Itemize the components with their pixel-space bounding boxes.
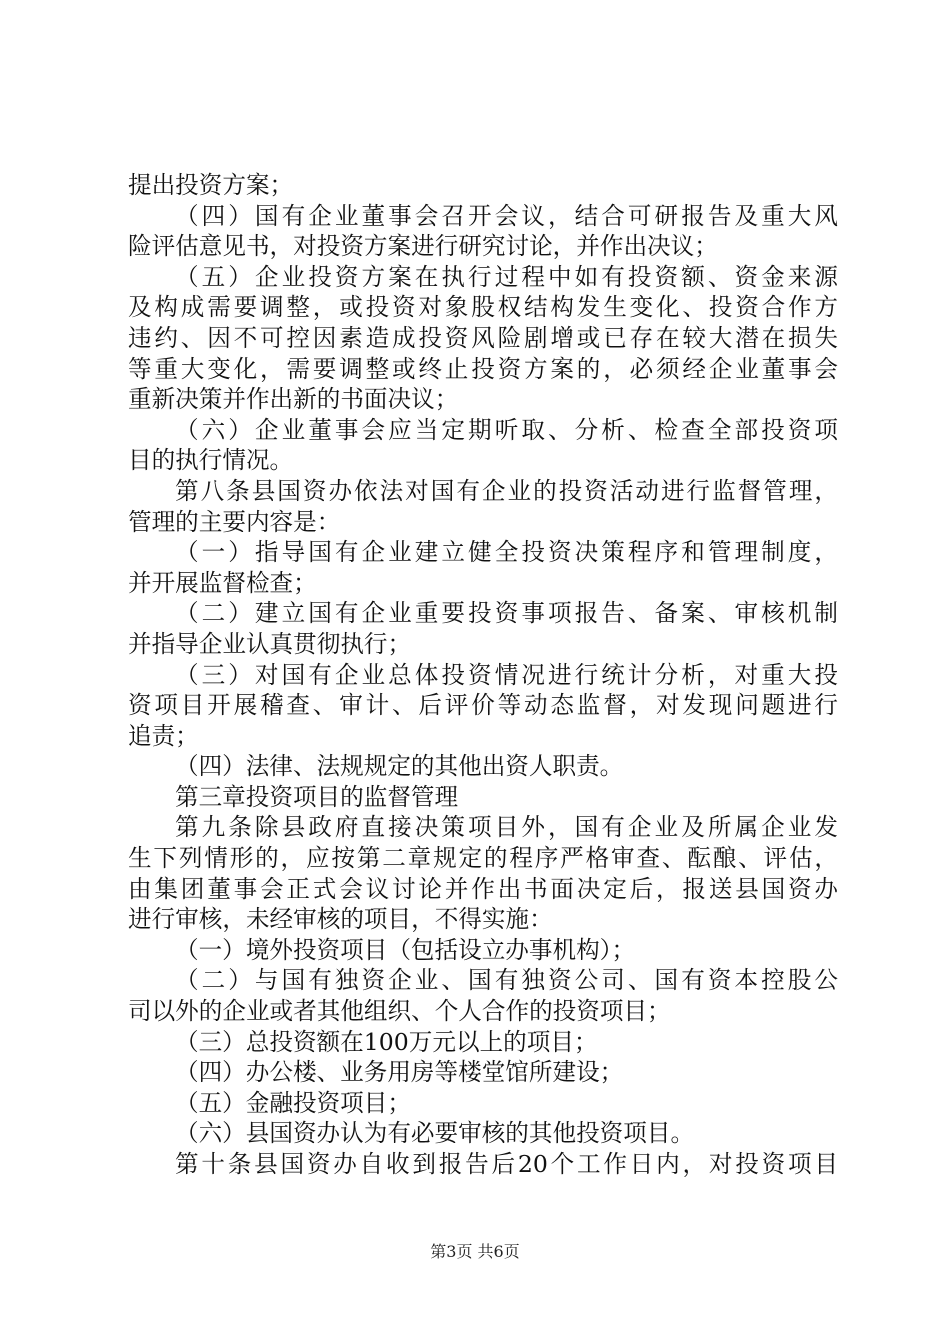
text-line: 等重大变化，需要调整或终止投资方案的，必须经企业董事会: [128, 354, 838, 383]
text-line: （三）总投资额在100万元以上的项目；: [175, 1027, 598, 1056]
text-line: 第十条县国资办自收到报告后20个工作日内，对投资项目: [175, 1150, 838, 1178]
text-line: （六）县国资办认为有必要审核的其他投资项目。: [175, 1119, 695, 1148]
text-line: （二）与国有独资企业、国有独资公司、国有资本控股公: [175, 966, 838, 995]
text-line: 险评估意见书，对投资方案进行研究讨论，并作出决议；: [128, 232, 718, 261]
text-line: 重新决策并作出新的书面决议；: [128, 385, 459, 414]
text-line: 司以外的企业或者其他组织、个人合作的投资项目；: [128, 997, 671, 1026]
text-line: 进行审核，未经审核的项目，不得实施：: [128, 905, 553, 934]
text-line: （五）金融投资项目；: [175, 1088, 411, 1117]
text-line: 及构成需要调整，或投资对象股权结构发生变化、投资合作方: [128, 293, 838, 322]
text-line: （一）境外投资项目（包括设立办事机构）；: [175, 935, 636, 964]
text-line: 提出投资方案；: [128, 171, 294, 199]
text-line: 目的执行情况。: [128, 446, 294, 475]
text-line: 管理的主要内容是：: [128, 507, 341, 536]
text-line: （四）法律、法规规定的其他出资人职责。: [175, 752, 624, 781]
text-line: （三）对国有企业总体投资情况进行统计分析，对重大投: [175, 660, 838, 689]
text-line: 第八条县国资办依法对国有企业的投资活动进行监督管理，: [175, 476, 838, 505]
text-line: 追责；: [128, 721, 199, 750]
text-line: 由集团董事会正式会议讨论并作出书面决定后，报送县国资办: [128, 874, 838, 903]
text-line: 生下列情形的，应按第二章规定的程序严格审查、酝酿、评估，: [128, 844, 838, 873]
text-line: 资项目开展稽查、审计、后评价等动态监督，对发现问题进行: [128, 691, 838, 720]
text-line: 第三章投资项目的监督管理: [175, 782, 459, 811]
text-line: 并开展监督检查；: [128, 568, 317, 597]
document-body: [128, 170, 838, 1180]
text-line: （四）国有企业董事会召开会议，结合可研报告及重大风: [175, 201, 838, 230]
text-line: （一）指导国有企业建立健全投资决策程序和管理制度，: [175, 538, 838, 567]
text-line: 并指导企业认真贯彻执行；: [128, 629, 412, 658]
text-line: （六）企业董事会应当定期听取、分析、检查全部投资项: [175, 415, 838, 444]
text-line: （四）办公楼、业务用房等楼堂馆所建设；: [175, 1058, 624, 1087]
text-line: （五）企业投资方案在执行过程中如有投资额、资金来源: [175, 262, 838, 291]
text-line: （二）建立国有企业重要投资事项报告、备案、审核机制: [175, 599, 838, 628]
text-line: 违约、因不可控因素造成投资风险剧增或已存在较大潜在损失: [128, 323, 838, 352]
text-line: 第九条除县政府直接决策项目外，国有企业及所属企业发: [175, 813, 838, 842]
page-footer: 第3页 共6页: [430, 1242, 520, 1261]
